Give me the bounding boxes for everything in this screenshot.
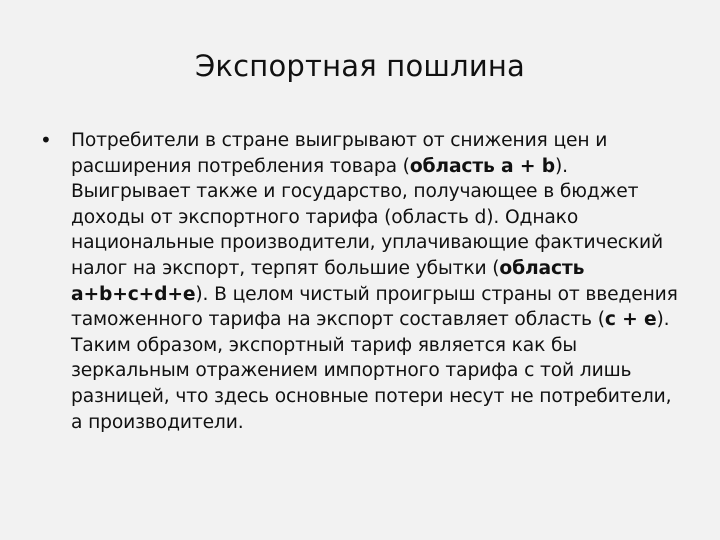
slide-content [40,128,685,435]
text-segment: Потребители в стране выигрывают от снижения цен и расширения потребления товара ( [71,130,608,177]
bold-term-area-a-b: область а + b [409,155,555,177]
bullet-marker: • [40,128,52,152]
bold-term-c-e: c + e [604,309,657,331]
bullet-text [71,128,685,435]
bold-term-area-abcde: область a+b+c+d+e [71,257,585,305]
text-segment: ). В целом чистый проигрыш страны от введения таможенного тарифа на экспорт составляет область ( [71,283,678,331]
text-segment: ). Выигрывает также и государство, получающее в бюджет доходы от экспортного тарифа (область d). Однако национальные производители, уплачивающие фактический налог на экспорт, терпят большие убытки ( [71,155,664,279]
bullet-item [40,128,685,435]
text-segment: ). Таким образом, экспортный тариф является как бы зеркальным отражением импортного тарифа с той лишь разницей, что здесь основные потери несут не потребители, а производители. [71,309,672,433]
slide-title: Экспортная пошлина [194,49,526,83]
